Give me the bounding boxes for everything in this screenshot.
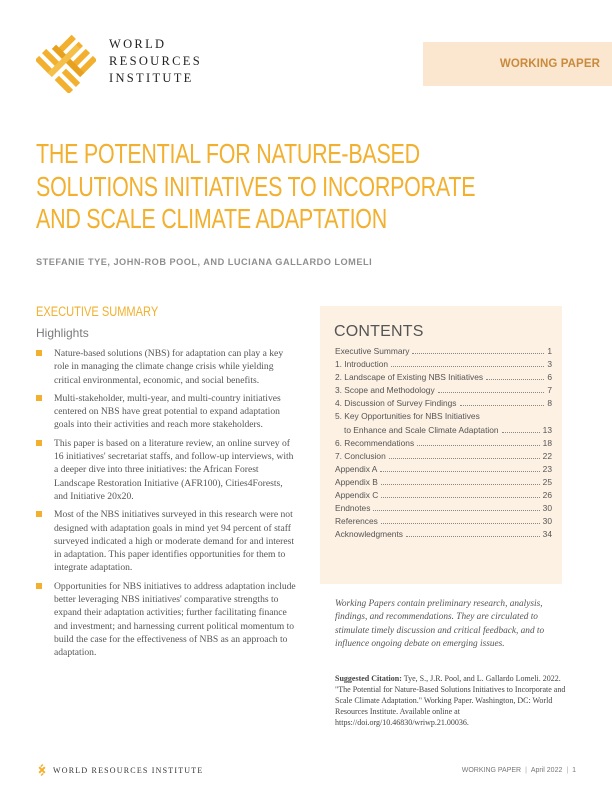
toc-entry-key-opportunities-cont[interactable]: [335, 425, 552, 438]
page-title: [36, 138, 476, 236]
toc-page: 1: [547, 346, 552, 356]
toc-label: 6. Recommendations: [335, 437, 415, 448]
toc-page: 22: [542, 450, 552, 461]
toc-entry-references[interactable]: [335, 516, 552, 529]
square-bullet-icon: [36, 511, 42, 517]
citation-label: Suggested Citation:: [335, 674, 402, 683]
title-line: AND SCALE CLIMATE ADAPTATION: [36, 203, 388, 234]
toc-page: 30: [542, 516, 552, 527]
wri-logo-icon: [36, 33, 96, 93]
title-line: SOLUTIONS INITIATIVES TO INCORPORATE: [36, 170, 476, 202]
wri-logo-small-icon: [36, 764, 48, 776]
toc-entry-appendix-c[interactable]: [335, 490, 552, 503]
toc-entry-appendix-a[interactable]: [335, 464, 552, 477]
org-line: WORLD: [109, 37, 167, 51]
toc-entry-endnotes[interactable]: [335, 503, 552, 516]
list-item: [36, 580, 298, 660]
toc-page: 26: [542, 490, 552, 501]
toc-entry-discussion[interactable]: [335, 398, 552, 411]
highlights-heading: Highlights: [36, 326, 89, 340]
toc-entry-recommendations[interactable]: [335, 438, 552, 451]
toc-label: Endnotes: [335, 503, 371, 514]
footer-date: April 2022: [530, 767, 563, 774]
toc-label: Appendix C: [335, 490, 379, 501]
footer-paper-type: WORKING PAPER: [461, 767, 522, 774]
toc-label: 5. Key Opportunities for NBS Initiatives: [335, 411, 480, 422]
list-item: [36, 347, 298, 387]
highlights-list: [36, 347, 298, 665]
citation-text: Tye, S., J.R. Pool, and L. Gallardo Lomeli. 2022. "The Potential for Nature-Based Solutions Initiatives to Incorporate and Scale Climate Adaptation." Working Paper. Washington, DC: World Resources Institute. Available online at https://doi.org/10.46830/wriwp.21.00036.: [335, 674, 566, 727]
toc-label: 7. Conclusion: [335, 450, 386, 461]
highlight-text: Most of the NBS initiatives surveyed in this research were not designed with adaptation goals in mind yet 94 percent of staff surveyed indicated a high or moderate demand for and interest in adaptation. This paper identifies opportunities for them to integrate adaptation.: [54, 509, 295, 574]
toc-page: 34: [542, 529, 552, 540]
suggested-citation: [335, 673, 567, 728]
highlight-text: Multi-stakeholder, multi-year, and multi-country initiatives centered on NBS have great potential to expand adaptation goals into their activities and reach more stakeholders.: [54, 392, 281, 431]
list-item: [36, 437, 298, 503]
toc-entry-appendix-b[interactable]: [335, 477, 552, 490]
toc-entry-executive-summary[interactable]: [335, 346, 552, 359]
toc-label: Appendix A: [335, 463, 378, 474]
org-name: [109, 36, 202, 87]
toc-entry-conclusion[interactable]: [335, 451, 552, 464]
toc-entry-key-opportunities[interactable]: [335, 411, 552, 424]
toc-label: Appendix B: [335, 476, 378, 487]
working-paper-note: Working Papers contain preliminary research, analysis, findings, and recommendations. They are circulated to stimulate timely discussion and critical feedback, and to influence ongoing debate on emerging issues.: [335, 599, 545, 649]
toc-page: 6: [547, 372, 552, 383]
highlight-text: Opportunities for NBS initiatives to address adaptation include better leveraging NBS initiatives' comparative strengths to expand their adaptation activities; further facilitating finance and investment; and harnessing current political momentum to build the case for the effectiveness of NBS as an approach to adaptation.: [54, 580, 296, 659]
toc-entry-acknowledgments[interactable]: [335, 529, 552, 542]
toc-label: References: [335, 516, 378, 527]
contents-title: CONTENTS: [334, 323, 424, 340]
table-of-contents: [335, 346, 552, 542]
toc-label: Executive Summary: [335, 346, 410, 356]
executive-summary-heading: EXECUTIVE SUMMARY: [36, 304, 159, 319]
toc-page: 25: [542, 476, 552, 487]
toc-page: 8: [547, 398, 552, 409]
toc-label: 4. Discussion of Survey Findings: [335, 398, 457, 409]
list-item: [36, 392, 298, 432]
paper-type-label: WORKING PAPER: [499, 58, 600, 70]
toc-entry-landscape[interactable]: [335, 372, 552, 385]
highlight-text: Nature-based solutions (NBS) for adaptation can play a key role in managing the climate change crisis while yielding critical environmental, economic, and social benefits.: [54, 348, 284, 386]
square-bullet-icon: [36, 395, 42, 401]
toc-entry-introduction[interactable]: [335, 359, 552, 372]
toc-page: 30: [542, 503, 552, 514]
toc-label: to Enhance and Scale Climate Adaptation: [344, 424, 499, 435]
toc-page: 18: [542, 437, 552, 448]
footer-info: WORKING PAPER | April 2022 | 1: [461, 767, 576, 774]
highlight-text: This paper is based on a literature review, an online survey of 16 initiatives' secretariat staffs, and follow-up interviews, with a deeper dive into three initiatives: the African Forest Landscape Restoration Initiative (AFR100), Cities4Forests, and Initiative 20x20.: [54, 437, 294, 502]
toc-entry-scope[interactable]: [335, 385, 552, 398]
toc-label: 3. Scope and Methodology: [335, 385, 435, 396]
footer-org-name: WORLD RESOURCES INSTITUTE: [53, 766, 204, 775]
toc-page: 23: [542, 463, 552, 474]
toc-label: 1. Introduction: [335, 359, 389, 370]
footer-page-number: 1: [572, 767, 576, 774]
square-bullet-icon: [36, 583, 42, 589]
toc-label: 2. Landscape of Existing NBS Initiatives: [335, 372, 484, 383]
org-line: INSTITUTE: [109, 71, 194, 85]
org-line: RESOURCES: [109, 54, 202, 68]
title-line: THE POTENTIAL FOR NATURE-BASED: [36, 138, 420, 169]
toc-page: 3: [547, 359, 552, 370]
square-bullet-icon: [36, 440, 42, 446]
paper-type-banner: [423, 42, 612, 86]
square-bullet-icon: [36, 350, 42, 356]
authors: STEFANIE TYE, JOHN-ROB POOL, AND LUCIANA GALLARDO LOMELI: [36, 257, 373, 267]
list-item: [36, 508, 298, 574]
toc-page: 13: [542, 424, 552, 435]
toc-label: Acknowledgments: [335, 529, 403, 540]
toc-page: 7: [547, 385, 552, 396]
